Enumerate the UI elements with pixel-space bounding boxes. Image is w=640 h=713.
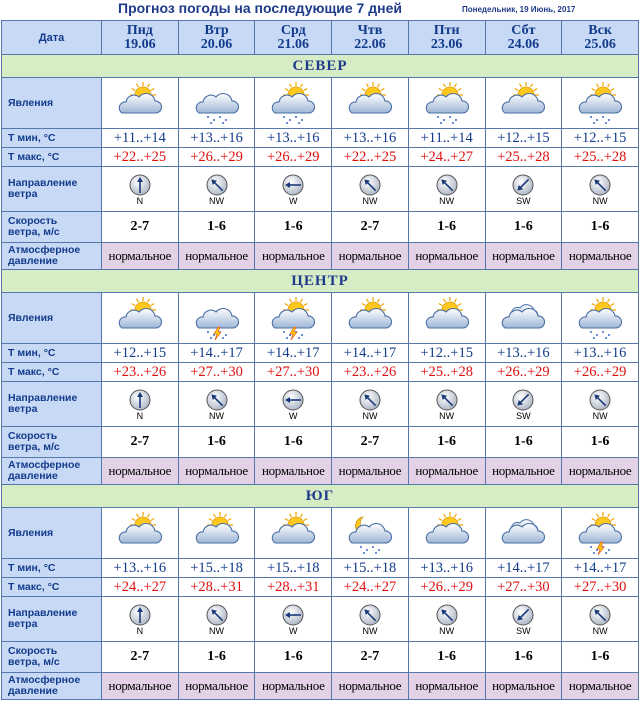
tmax-value: +22..+25 (332, 148, 409, 167)
tmin-value: +14..+17 (255, 344, 332, 363)
tmin-row (2, 559, 639, 578)
wind-speed-value: 1-6 (562, 212, 639, 243)
wind-dir-value: N (136, 411, 144, 421)
day-date: 20.06 (200, 36, 233, 52)
day-name: Чтв (357, 22, 383, 38)
wind-dir-row (2, 382, 639, 427)
tmax-value: +22..+25 (102, 148, 179, 167)
tmin-label: Т мин, °С (2, 344, 102, 363)
sun-cloud-icon (255, 511, 331, 555)
tmin-value: +13..+16 (102, 559, 179, 578)
section-row (2, 485, 639, 508)
wind-dir-cell (485, 382, 562, 427)
wind-dir-cell (178, 597, 255, 642)
day-header (178, 21, 255, 55)
pressure-value: нормальное (255, 673, 332, 700)
tmax-value: +26..+29 (485, 363, 562, 382)
moon-cloud-rain-icon (332, 511, 408, 555)
pressure-label-line2: давление (8, 255, 58, 267)
tmin-row (2, 344, 639, 363)
wind-speed-label-line1: Скорость (8, 645, 58, 657)
day-name: Птн (433, 22, 460, 38)
header-row (2, 21, 639, 55)
day-name: Сбт (511, 22, 536, 38)
compass-arrow-icon (332, 604, 408, 626)
tmax-value: +27..+30 (255, 363, 332, 382)
wind-dir-label-line2: ветра (8, 403, 38, 415)
weather-cell (255, 78, 332, 129)
day-date: 19.06 (124, 36, 156, 52)
pressure-value: нормальное (255, 458, 332, 485)
wind-dir-label (2, 597, 102, 642)
wind-speed-row (2, 642, 639, 673)
wind-speed-label-line2: ветра, м/с (8, 656, 60, 668)
pressure-label-line1: Атмосферное (8, 244, 81, 256)
wind-dir-cell (255, 167, 332, 212)
compass-arrow-icon (332, 389, 408, 411)
wind-dir-label-line2: ветра (8, 618, 38, 630)
weather-cell (485, 508, 562, 559)
tmin-value: +13..+16 (562, 344, 639, 363)
pressure-value: нормальное (562, 243, 639, 270)
wind-dir-cell (562, 597, 639, 642)
wind-speed-label-line2: ветра, м/с (8, 226, 60, 238)
tmin-value: +14..+17 (485, 559, 562, 578)
wind-speed-label (2, 642, 102, 673)
wind-dir-value: W (289, 626, 298, 636)
compass-arrow-icon (562, 604, 638, 626)
weather-cell (408, 508, 485, 559)
sun-cloud-icon (102, 511, 178, 555)
tmax-value: +26..+29 (178, 148, 255, 167)
weather-cell (102, 293, 179, 344)
weather-cell (562, 508, 639, 559)
wind-speed-value: 2-7 (102, 212, 179, 243)
pressure-value: нормальное (332, 243, 409, 270)
weather-cell (408, 78, 485, 129)
day-header (102, 21, 179, 55)
tmin-value: +12..+15 (485, 129, 562, 148)
compass-arrow-icon (102, 604, 178, 626)
wind-dir-cell (562, 382, 639, 427)
day-header (562, 21, 639, 55)
region-title: СЕВЕР (2, 55, 639, 78)
wind-dir-cell (332, 382, 409, 427)
forecast-table (1, 20, 639, 700)
wind-speed-label-line2: ветра, м/с (8, 441, 60, 453)
wind-speed-value: 1-6 (485, 212, 562, 243)
wind-speed-value: 1-6 (408, 212, 485, 243)
compass-arrow-icon (332, 174, 408, 196)
wind-dir-cell (485, 597, 562, 642)
tmax-label: Т макс, °С (2, 363, 102, 382)
sun-cloud-drizzle-icon (409, 81, 485, 125)
wind-dir-label (2, 167, 102, 212)
tmin-value: +12..+15 (102, 344, 179, 363)
wind-speed-value: 2-7 (102, 642, 179, 673)
tmin-value: +14..+17 (562, 559, 639, 578)
pressure-row (2, 243, 639, 270)
pressure-value: нормальное (485, 243, 562, 270)
wind-dir-cell (408, 597, 485, 642)
wind-speed-label-line1: Скорость (8, 430, 58, 442)
compass-arrow-icon (255, 604, 331, 626)
pressure-value: нормальное (255, 243, 332, 270)
tmin-value: +15..+18 (178, 559, 255, 578)
weather-cell (562, 293, 639, 344)
tmin-value: +12..+15 (562, 129, 639, 148)
tmax-value: +26..+29 (408, 578, 485, 597)
tmax-value: +25..+28 (562, 148, 639, 167)
compass-arrow-icon (409, 174, 485, 196)
pressure-label-line1: Атмосферное (8, 459, 81, 471)
sun-cloud-rain-icon (562, 81, 638, 125)
sun-cloud-rain-icon (255, 81, 331, 125)
wind-dir-value: NW (209, 626, 225, 636)
tmin-value: +12..+15 (408, 344, 485, 363)
phenomena-row (2, 293, 639, 344)
region-title: ЮГ (2, 485, 639, 508)
compass-arrow-icon (179, 174, 255, 196)
day-name: Втр (204, 22, 229, 38)
wind-dir-value: NW (362, 196, 378, 206)
pressure-value: нормальное (485, 673, 562, 700)
pressure-value: нормальное (408, 458, 485, 485)
sun-cloud-icon (179, 511, 255, 555)
date-header: Дата (2, 21, 102, 55)
tmin-value: +13..+16 (178, 129, 255, 148)
tmax-value: +24..+27 (408, 148, 485, 167)
wind-dir-label (2, 382, 102, 427)
wind-dir-value: W (289, 411, 298, 421)
day-name: Пнд (126, 22, 153, 38)
weather-cell (485, 78, 562, 129)
day-name: Срд (280, 22, 306, 38)
compass-arrow-icon (409, 389, 485, 411)
tmin-value: +15..+18 (255, 559, 332, 578)
tmax-value: +27..+30 (562, 578, 639, 597)
pressure-label-line2: давление (8, 470, 58, 482)
sun-cloud-rain-icon (562, 296, 638, 340)
wind-speed-value: 1-6 (562, 427, 639, 458)
pressure-label-line1: Атмосферное (8, 674, 81, 686)
wind-dir-cell (102, 382, 179, 427)
sun-cloud-icon (102, 81, 178, 125)
header (0, 0, 640, 20)
cloudy-icon (486, 296, 562, 340)
phenomena-row (2, 508, 639, 559)
wind-dir-cell (562, 167, 639, 212)
pressure-value: нормальное (178, 458, 255, 485)
wind-dir-label-line1: Направление (8, 392, 78, 404)
compass-arrow-icon (486, 389, 562, 411)
sun-cloud-icon (486, 81, 562, 125)
tmax-label: Т макс, °С (2, 148, 102, 167)
section-row (2, 270, 639, 293)
wind-speed-label-line1: Скорость (8, 215, 58, 227)
pressure-value: нормальное (178, 673, 255, 700)
compass-arrow-icon (486, 604, 562, 626)
wind-dir-value: NW (592, 411, 608, 421)
wind-dir-value: NW (439, 196, 455, 206)
wind-dir-value: SW (516, 626, 531, 636)
tmax-value: +28..+31 (255, 578, 332, 597)
weather-cell (255, 508, 332, 559)
pressure-row (2, 458, 639, 485)
day-date: 22.06 (354, 36, 386, 52)
compass-arrow-icon (255, 174, 331, 196)
tmin-value: +13..+16 (332, 129, 409, 148)
region-title: ЦЕНТР (2, 270, 639, 293)
wind-dir-value: N (136, 626, 144, 636)
wind-speed-value: 2-7 (332, 642, 409, 673)
tmax-value: +27..+30 (178, 363, 255, 382)
wind-dir-cell (102, 597, 179, 642)
phenomena-row (2, 78, 639, 129)
wind-speed-value: 1-6 (408, 427, 485, 458)
wind-dir-value: NW (592, 626, 608, 636)
wind-dir-cell (178, 382, 255, 427)
wind-speed-value: 1-6 (178, 427, 255, 458)
wind-dir-label-line1: Направление (8, 177, 78, 189)
sun-cloud-icon (409, 296, 485, 340)
wind-speed-value: 1-6 (178, 212, 255, 243)
tmin-label: Т мин, °С (2, 559, 102, 578)
wind-speed-value: 1-6 (485, 642, 562, 673)
wind-dir-cell (485, 167, 562, 212)
sun-cloud-icon (102, 296, 178, 340)
pressure-value: нормальное (408, 673, 485, 700)
sun-thunderstorm-icon (562, 511, 638, 555)
wind-dir-cell (255, 597, 332, 642)
weather-cell (562, 78, 639, 129)
day-date: 25.06 (584, 36, 616, 52)
day-header (485, 21, 562, 55)
phenomena-label: Явления (2, 508, 102, 559)
pressure-value: нормальное (485, 458, 562, 485)
pressure-label (2, 673, 102, 700)
wind-speed-label (2, 212, 102, 243)
tmin-label: Т мин, °С (2, 129, 102, 148)
wind-dir-cell (332, 597, 409, 642)
weather-cell (178, 78, 255, 129)
wind-speed-value: 1-6 (485, 427, 562, 458)
day-date: 23.06 (430, 36, 463, 52)
wind-dir-value: NW (592, 196, 608, 206)
tmin-value: +13..+16 (408, 559, 485, 578)
weather-cell (102, 78, 179, 129)
pressure-value: нормальное (562, 673, 639, 700)
wind-speed-value: 1-6 (562, 642, 639, 673)
compass-arrow-icon (562, 389, 638, 411)
wind-dir-value: NW (362, 626, 378, 636)
pressure-value: нормальное (178, 243, 255, 270)
tmax-value: +26..+29 (255, 148, 332, 167)
thunderstorm-icon (179, 296, 255, 340)
phenomena-label: Явления (2, 293, 102, 344)
wind-speed-value: 1-6 (255, 212, 332, 243)
wind-speed-value: 2-7 (332, 427, 409, 458)
pressure-value: нормальное (332, 458, 409, 485)
compass-arrow-icon (486, 174, 562, 196)
current-date: Понедельник, 19 Июнь, 2017 (462, 5, 576, 14)
wind-dir-value: NW (209, 196, 225, 206)
wind-speed-value: 1-6 (255, 642, 332, 673)
wind-dir-cell (178, 167, 255, 212)
sun-cloud-icon (409, 511, 485, 555)
tmax-value: +25..+28 (408, 363, 485, 382)
wind-speed-value: 1-6 (408, 642, 485, 673)
compass-arrow-icon (179, 389, 255, 411)
tmin-value: +14..+17 (178, 344, 255, 363)
wind-dir-value: N (136, 196, 144, 206)
day-header (332, 21, 409, 55)
wind-dir-value: NW (209, 411, 225, 421)
pressure-value: нормальное (408, 243, 485, 270)
pressure-label (2, 243, 102, 270)
wind-speed-value: 2-7 (332, 212, 409, 243)
wind-dir-cell (255, 382, 332, 427)
weather-cell (255, 293, 332, 344)
tmin-value: +14..+17 (332, 344, 409, 363)
pressure-value: нормальное (102, 458, 179, 485)
weather-cell (178, 293, 255, 344)
weather-cell (332, 78, 409, 129)
wind-dir-value: SW (516, 196, 531, 206)
wind-dir-cell (408, 382, 485, 427)
weather-cell (332, 293, 409, 344)
phenomena-label: Явления (2, 78, 102, 129)
tmax-value: +24..+27 (332, 578, 409, 597)
weather-cell (332, 508, 409, 559)
tmax-row (2, 578, 639, 597)
day-header (408, 21, 485, 55)
compass-arrow-icon (179, 604, 255, 626)
tmax-value: +23..+26 (332, 363, 409, 382)
tmax-row (2, 363, 639, 382)
compass-arrow-icon (562, 174, 638, 196)
pressure-label (2, 458, 102, 485)
wind-dir-cell (408, 167, 485, 212)
tmin-value: +11..+14 (102, 129, 179, 148)
pressure-value: нормальное (562, 458, 639, 485)
cloud-rain-icon (179, 81, 255, 125)
tmax-value: +28..+31 (178, 578, 255, 597)
compass-arrow-icon (102, 389, 178, 411)
day-date: 24.06 (507, 36, 540, 52)
sun-cloud-icon (332, 296, 408, 340)
wind-speed-value: 1-6 (178, 642, 255, 673)
day-header (255, 21, 332, 55)
wind-dir-row (2, 597, 639, 642)
wind-dir-value: SW (516, 411, 531, 421)
wind-dir-value: NW (439, 411, 455, 421)
tmax-value: +27..+30 (485, 578, 562, 597)
wind-speed-value: 2-7 (102, 427, 179, 458)
wind-dir-cell (332, 167, 409, 212)
weather-cell (408, 293, 485, 344)
tmin-value: +13..+16 (255, 129, 332, 148)
sun-thunderstorm-icon (255, 296, 331, 340)
wind-dir-value: NW (362, 411, 378, 421)
tmax-row (2, 148, 639, 167)
wind-speed-row (2, 427, 639, 458)
wind-dir-value: NW (439, 626, 455, 636)
tmin-value: +13..+16 (485, 344, 562, 363)
section-row (2, 55, 639, 78)
wind-dir-cell (102, 167, 179, 212)
weather-cell (102, 508, 179, 559)
pressure-value: нормальное (102, 243, 179, 270)
sun-cloud-icon (332, 81, 408, 125)
tmin-value: +15..+18 (332, 559, 409, 578)
weather-cell (178, 508, 255, 559)
tmin-row (2, 129, 639, 148)
pressure-value: нормальное (102, 673, 179, 700)
tmax-value: +25..+28 (485, 148, 562, 167)
weather-cell (485, 293, 562, 344)
page-title: Прогноз погоды на последующие 7 дней (118, 0, 402, 16)
tmax-label: Т макс, °С (2, 578, 102, 597)
pressure-row (2, 673, 639, 700)
wind-dir-value: W (289, 196, 298, 206)
day-name: Вск (588, 22, 612, 38)
wind-speed-label (2, 427, 102, 458)
wind-speed-value: 1-6 (255, 427, 332, 458)
wind-speed-row (2, 212, 639, 243)
wind-dir-label-line1: Направление (8, 607, 78, 619)
compass-arrow-icon (255, 389, 331, 411)
tmax-value: +26..+29 (562, 363, 639, 382)
compass-arrow-icon (102, 174, 178, 196)
pressure-value: нормальное (332, 673, 409, 700)
tmax-value: +24..+27 (102, 578, 179, 597)
pressure-label-line2: давление (8, 685, 58, 697)
cloudy-icon (486, 511, 562, 555)
wind-dir-row (2, 167, 639, 212)
tmax-value: +23..+26 (102, 363, 179, 382)
wind-dir-label-line2: ветра (8, 188, 38, 200)
compass-arrow-icon (409, 604, 485, 626)
tmin-value: +11..+14 (408, 129, 485, 148)
day-date: 21.06 (277, 36, 309, 52)
